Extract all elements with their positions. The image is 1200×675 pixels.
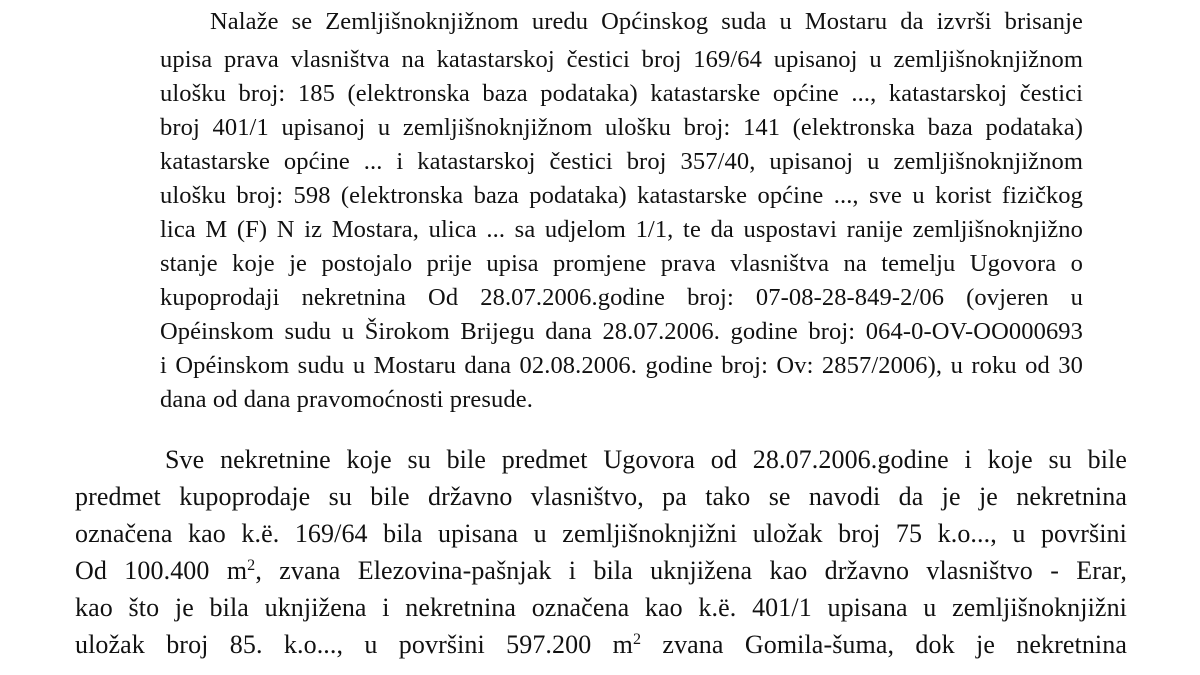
- text-line: ulošku broj: 598 (elektronska baza podataka) katastarske općine ..., sve u korist fizičkog: [160, 182, 1083, 209]
- text-line: katastarske općine ... i katastarskoj čestici broj 357/40, upisanoj u zemljišnoknjižnom: [160, 148, 1083, 175]
- text-line: Opéinskom sudu u Širokom Brijegu dana 28.07.2006. godine broj: 064-0-OV-OO000693: [160, 318, 1083, 345]
- text-line: [75, 630, 1127, 660]
- text-line: Sve nekretnine koje su bile predmet Ugovora od 28.07.2006.godine i koje su bile: [165, 445, 1127, 474]
- text-line: stanje koje je postojalo prije upisa promjene prava vlasništva na temelju Ugovora o: [160, 250, 1083, 277]
- superscript: 2: [632, 631, 642, 649]
- text-segment: , zvana Elezovina-pašnjak i bila uknjižena kao državno vlasništvo - Erar,: [255, 556, 1127, 585]
- text-line: predmet kupoprodaje su bile državno vlasništvo, pa tako se navodi da je je nekretnina: [75, 482, 1127, 511]
- text-line: broj 401/1 upisanoj u zemljišnoknjižnom ulošku broj: 141 (elektronska baza podataka): [160, 114, 1083, 141]
- text-line: kupoprodaji nekretnina Od 28.07.2006.godine broj: 07-08-28-849-2/06 (ovjeren u: [160, 284, 1083, 311]
- superscript: 2: [247, 557, 256, 575]
- text-segment: uložak broj 85. k.o..., u površini 597.200 m: [75, 630, 633, 659]
- text-line: upisa prava vlasništva na katastarskoj čestici broj 169/64 upisanoj u zemljišnoknjižnom: [160, 46, 1083, 73]
- text-segment: zvana Gomila-šuma, dok je nekretnina: [641, 630, 1127, 659]
- text-segment: Od 100.400 m: [75, 556, 248, 585]
- text-line: lica M (F) N iz Mostara, ulica ... sa udjelom 1/1, te da uspostavi ranije zemljišnoknjižno: [160, 216, 1083, 243]
- text-line: ulošku broj: 185 (elektronska baza podataka) katastarske općine ..., katastarskoj čestici: [160, 80, 1083, 107]
- text-line: dana od dana pravomoćnosti presude.: [160, 386, 533, 413]
- text-line: označena kao k.ë. 169/64 bila upisana u zemljišnoknjižni uložak broj 75 k.o..., u površini: [75, 519, 1127, 548]
- text-line: [75, 556, 1127, 586]
- text-line: kao što je bila uknjižena i nekretnina označena kao k.ë. 401/1 upisana u zemljišnoknjižni: [75, 593, 1127, 622]
- text-line: i Opéinskom sudu u Mostaru dana 02.08.2006. godine broj: Ov: 2857/2006), u roku od 30: [160, 352, 1083, 379]
- text-line: Nalaže se Zemljišnoknjižnom uredu Općinskog suda u Mostaru da izvrši brisanje: [210, 8, 1083, 35]
